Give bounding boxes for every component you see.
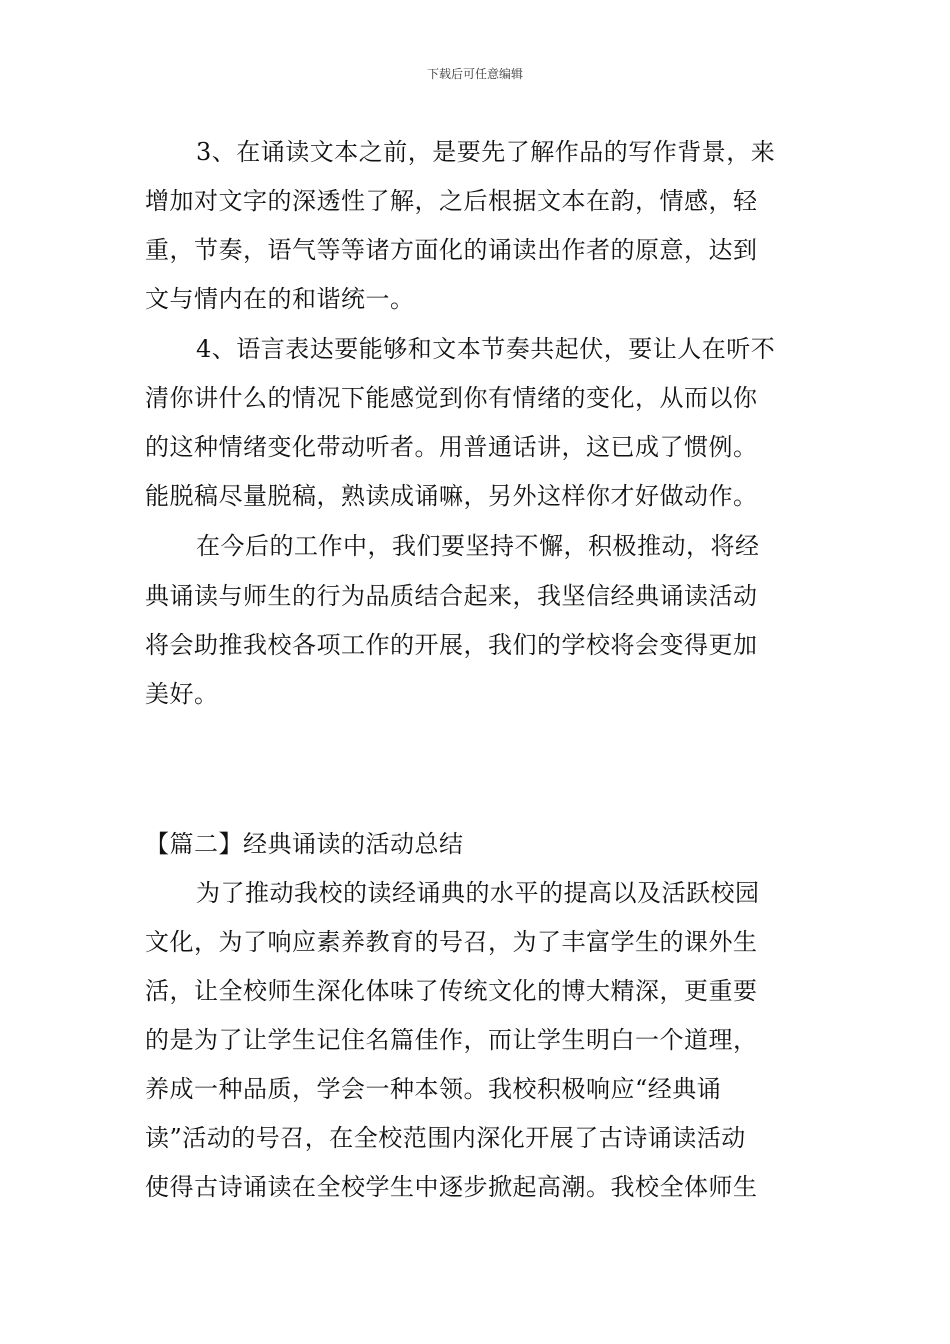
closing-paragraph-line-2: 典诵读与师生的行为品质结合起来，我坚信经典诵读活动 <box>145 582 758 610</box>
closing-paragraph-line-1: 在今后的工作中，我们要坚持不懈，积极推动，将经 <box>196 532 760 560</box>
section-paragraph-line-2: 文化，为了响应素养教育的号召，为了丰富学生的课外生 <box>145 928 758 956</box>
section-paragraph-line-6: 读”活动的号召，在全校范围内深化开展了古诗诵读活动 <box>145 1124 746 1152</box>
section-paragraph-line-1: 为了推动我校的读经诵典的水平的提高以及活跃校园 <box>196 879 760 907</box>
paragraph-3-line-2: 增加对文字的深透性了解，之后根据文本在韵，情感，轻 <box>145 187 758 215</box>
page-header: 下载后可任意编辑 <box>426 67 523 81</box>
paragraph-4-line-1: 4、语言表达要能够和文本节奏共起伏，要让人在听不 <box>196 335 776 363</box>
closing-paragraph-line-3: 将会助推我校各项工作的开展，我们的学校将会变得更加 <box>145 631 758 659</box>
section-title: 【篇二】经典诵读的活动总结 <box>145 830 464 858</box>
paragraph-3-line-3: 重，节奏，语气等等诸方面化的诵读出作者的原意，达到 <box>145 236 758 264</box>
paragraph-4-line-2: 清你讲什么的情况下能感觉到你有情绪的变化，从而以你 <box>145 384 758 412</box>
closing-paragraph-line-4: 美好。 <box>145 680 219 708</box>
paragraph-3-line-1: 3、在诵读文本之前，是要先了解作品的写作背景，来 <box>196 138 776 166</box>
paragraph-4-line-3: 的这种情绪变化带动听者。用普通话讲，这已成了惯例。 <box>145 433 758 461</box>
section-paragraph-line-7: 使得古诗诵读在全校学生中逐步掀起高潮。我校全体师生 <box>145 1173 758 1201</box>
section-paragraph-line-3: 活，让全校师生深化体味了传统文化的博大精深，更重要 <box>145 977 758 1005</box>
section-paragraph-line-4: 的是为了让学生记住名篇佳作，而让学生明白一个道理， <box>145 1026 758 1054</box>
paragraph-4-line-4: 能脱稿尽量脱稿，熟读成诵嘛，另外这样你才好做动作。 <box>145 482 758 510</box>
paragraph-3-line-4: 文与情内在的和谐统一。 <box>145 285 415 313</box>
section-paragraph-line-5: 养成一种品质，学会一种本领。我校积极响应“经典诵 <box>145 1075 722 1103</box>
